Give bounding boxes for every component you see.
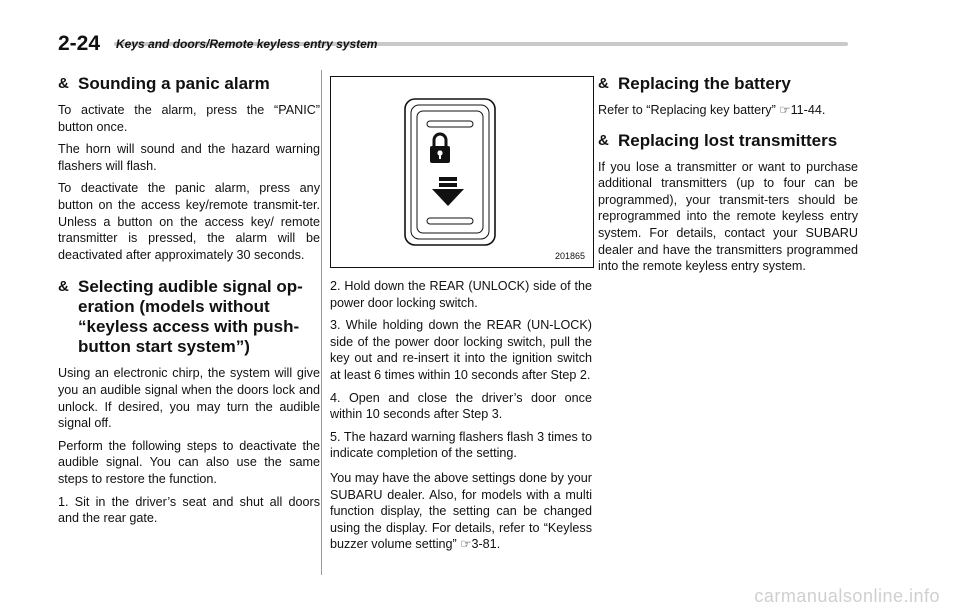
middle-column	[330, 74, 592, 559]
watermark: carmanualsonline.info	[754, 586, 940, 606]
panic-alarm-heading-text: Sounding a panic alarm	[78, 74, 270, 93]
battery-heading-text: Replacing the battery	[618, 74, 791, 93]
left-column	[58, 74, 320, 533]
paragraph: 2. Hold down the REAR (UNLOCK) side of the power door locking switch.	[330, 279, 592, 310]
paragraph: To activate the alarm, press the “PANIC” button once.	[58, 103, 320, 134]
paragraph: The horn will sound and the hazard warning flashers will flash.	[58, 142, 320, 173]
section-marker-icon: &	[598, 131, 609, 149]
audible-signal-heading	[58, 277, 320, 357]
section-marker-icon: &	[598, 75, 609, 92]
transmitters-section	[598, 131, 858, 151]
lock-icon	[430, 134, 450, 163]
panic-alarm-heading	[58, 74, 320, 94]
transmitters-heading-text: Replacing lost transmitters	[618, 130, 838, 150]
unlock-arrow-icon	[432, 177, 464, 206]
battery-section	[598, 74, 858, 94]
door-lock-switch-figure	[330, 76, 594, 268]
paragraph: 3. While holding down the REAR (UN-LOCK) side of the power door locking switch, pull the key out and re-insert it into the ignition switch at least 6 times within 10 seconds after Step 2.	[330, 318, 592, 382]
figure-code: 201865	[554, 251, 585, 261]
transmitters-heading	[598, 131, 858, 151]
battery-heading	[598, 74, 858, 94]
page-header	[58, 32, 848, 54]
paragraph: If you lose a transmitter or want to purchase additional transmitters (up to four can be programmed), your transmit-ters should be reprogrammed into the remote keyless entry system. For details, contact your SUBARU dealer and have the transmitters programmed into the remote keyless entry system.	[598, 159, 858, 274]
paragraph: 1. Sit in the driver’s seat and shut all doors and the rear gate.	[58, 494, 320, 526]
panic-alarm-section	[58, 74, 320, 94]
paragraph: 4. Open and close the driver’s door once within 10 seconds after Step 3.	[330, 390, 592, 422]
paragraph: Refer to “Replacing key battery” ☞11-44.	[598, 103, 826, 117]
door-lock-switch-illustration	[331, 77, 593, 267]
section-marker-icon: &	[58, 278, 69, 296]
paragraph: To deactivate the panic alarm, press any button on the access key/remote transmit-ter. Unless a button on the access key/ remote transmitter is pressed, the alarm will be deactivated after approximately 30 seconds.	[58, 181, 320, 262]
paragraph: You may have the above settings done by your SUBARU dealer. Also, for models with a multi function display, the setting can be changed using the display. For details, refer to “Keyless buzzer volume setting” ☞3-81.	[330, 470, 592, 552]
paragraph: 5. The hazard warning flashers flash 3 times to indicate completion of the setting.	[330, 429, 592, 461]
audible-signal-heading-text: Selecting audible signal op-eration (models without “keyless access with push-button start system”)	[78, 277, 303, 357]
section-marker-icon: &	[58, 75, 69, 92]
audible-signal-section	[58, 277, 320, 357]
paragraph: Perform the following steps to deactivate the audible signal. You can also use the same steps to restore the function.	[58, 438, 320, 486]
column-divider	[321, 70, 322, 575]
section-title: Keys and doors/Remote keyless entry system	[116, 37, 378, 51]
page-number: 2-24	[58, 32, 101, 55]
paragraph: Using an electronic chirp, the system will give you an audible signal when the doors lock and unlock. If desired, you may turn the audible signal off.	[58, 366, 320, 431]
right-column	[598, 74, 858, 281]
